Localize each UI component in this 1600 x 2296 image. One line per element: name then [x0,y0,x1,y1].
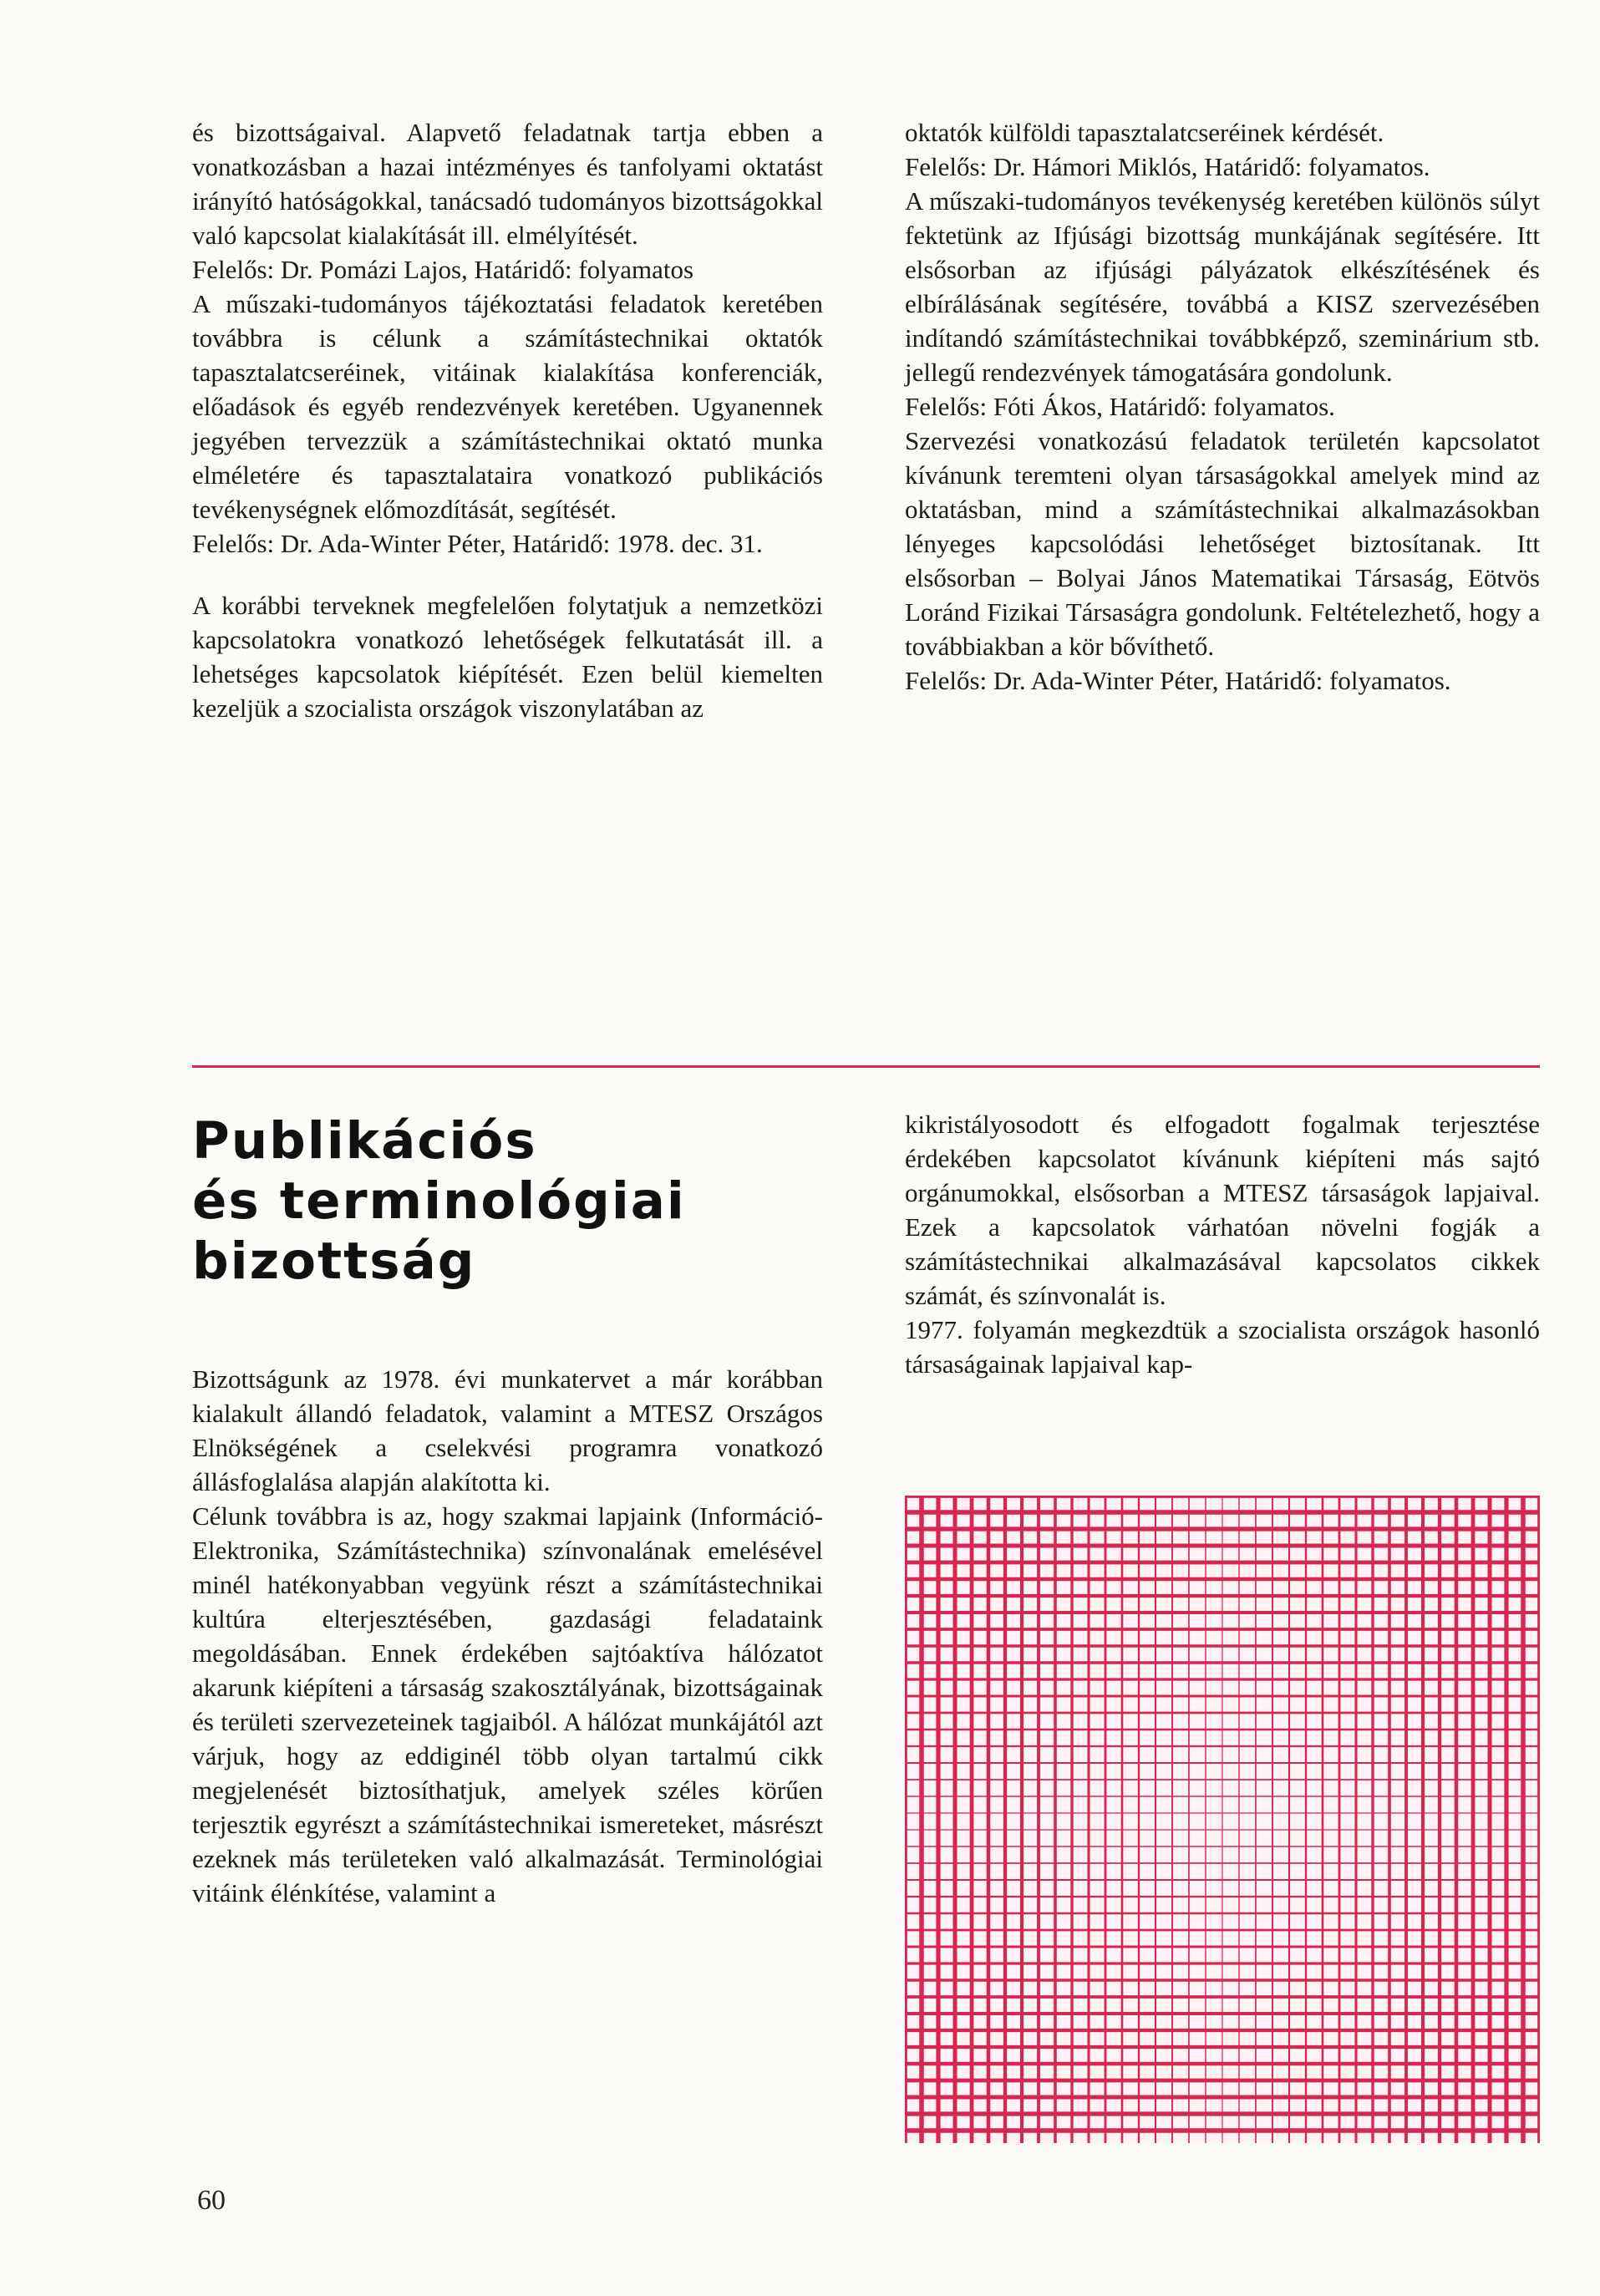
paragraph: Szervezési vonatkozású feladatok területén kapcsolatot kívánunk teremteni olyan társaságokkal amelyek mind az oktatásban, mind a számítástechnikai alkalmazásokban lényeges kapcsolódási lehetőséget biztosítanak. Itt elsősorban – Bolyai János Matematikai Társaság, Eötvös Loránd Fizikai Társaságra gondolunk. Feltételezhető, hogy a továbbiakban a kör bővíthető. [905,426,1540,661]
right-column-bottom [905,1107,1540,1381]
section-divider [192,1065,1540,1068]
right-column-top [905,115,1540,698]
paragraph: Felelős: Fóti Ákos, Határidő: folyamatos. [905,392,1335,421]
paragraph: 1977. folyamán megkezdtük a szocialista országok hasonló társaságainak lapjaival kap- [905,1315,1540,1379]
paragraph: Felelős: Dr. Ada-Winter Péter, Határidő: 1978. dec. 31. [192,529,763,558]
paragraph: Felelős: Dr. Hámori Miklós, Határidő: folyamatos. [905,152,1430,181]
page-number: 60 [197,2185,226,2216]
paragraph: és bizottságaival. Alapvető feladatnak tartja ebben a vonatkozásban a hazai intézményes és tanfolyami oktatást irányító hatóságokkal, tanácsadó tudományos bizottságokkal való kapcsolat kialakítását ill. elmélyítését. [192,118,823,250]
paragraph: A korábbi terveknek megfelelően folytatjuk a nemzetközi kapcsolatokra vonatkozó lehetőségek felkutatását ill. a lehetséges kapcsolatok kiépítését. Ezen belül kiemelten kezeljük a szocialista országok viszonylatában az [192,591,823,723]
heading-line: és terminológiai [192,1171,686,1231]
paragraph: Bizottságunk az 1978. évi munkatervet a már korábban kialakult állandó feladatok, valamint a MTESZ Országos Elnökségének a cselekvési programra vonatkozó állásfoglalása alapján alakította ki. [192,1364,823,1496]
paragraph: A műszaki-tudományos tevékenység keretében különös súlyt fektetünk az Ifjúsági bizottság munkájának segítésére. Itt elsősorban az ifjúsági pályázatok elkészítésének és elbírálásának segítésére, továbbá a KISZ szervezésében indítandó számítástechnikai továbbképző, szeminárium stb. jellegű rendezvények támogatására gondolunk. [905,186,1540,387]
paragraph: Felelős: Dr. Ada-Winter Péter, Határidő: folyamatos. [905,666,1451,695]
paragraph: Célunk továbbra is az, hogy szakmai lapjaink (Információ-Elektronika, Számítástechnika) színvonalának emelésével minél hatékonyabban vegyünk részt a számítástechnikai kultúra elterjesztésében, gazdasági feladataink megoldásában. Ennek érdekében sajtóaktíva hálózatot akarunk kiépíteni a társaság szakosztályának, bizottságainak és területi szervezeteinek tagjaiból. A hálózat munkájától azt várjuk, hogy az eddiginél több olyan tartalmú cikk megjelenését biztosíthatjuk, amelyek széles körűen terjesztik egyrészt a számítástechnikai ismereteket, másrészt ezeknek más területeken való alkalmazását. Terminológiai vitáink élénkítése, valamint a [192,1501,823,1907]
left-column-bottom [192,1362,823,1910]
paragraph: Felelős: Dr. Pomázi Lajos, Határidő: folyamatos [192,255,694,284]
decorative-grid-pattern [905,1496,1540,2143]
paragraph: kikristályosodott és elfogadott fogalmak terjesztése érdekében kapcsolatot kívánunk kiépíteni más sajtó orgánumokkal, elsősorban a MTESZ társaságok lapjaival. Ezek a kapcsolatok várhatóan növelni fogják a számítástechnikai alkalmazásával kapcsolatos cikkek számát, és színvonalát is. [905,1110,1540,1310]
paragraph: oktatók külföldi tapasztalatcseréinek kérdését. [905,118,1384,147]
paragraph: A műszaki-tudományos tájékoztatási feladatok keretében továbbra is célunk a számítástechnikai oktatók tapasztalatcseréinek, vitáinak kialakítása konferenciák, előadások és egyéb rendezvények keretében. Ugyanennek jegyében tervezzük a számítástechnikai oktató munka elméletére és tapasztalataira vonatkozó publikációs tevékenységnek előmozdítását, segítését. [192,289,823,524]
heading-line: Publikációs [192,1111,537,1171]
left-column-top [192,115,823,725]
section-heading [192,1111,810,1292]
heading-line: bizottság [192,1232,476,1291]
